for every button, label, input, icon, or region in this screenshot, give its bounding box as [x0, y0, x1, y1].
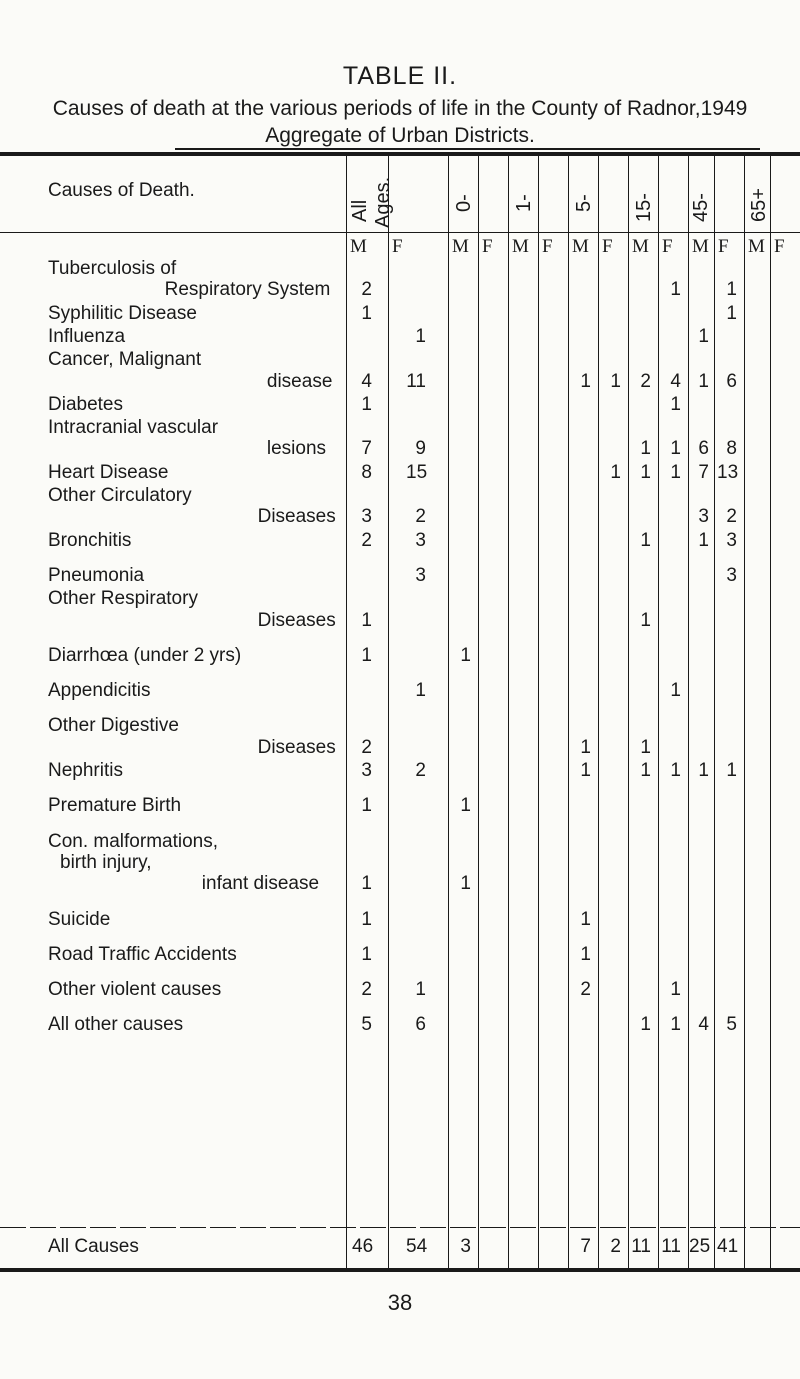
sex-label: M [572, 236, 589, 257]
cause-label: Other Circulatory [48, 485, 192, 506]
column-divider [628, 156, 629, 1268]
column-divider [688, 156, 689, 1268]
cell-value: 2 [415, 506, 426, 528]
sex-label: M [748, 236, 765, 257]
cause-label: Con. malformations, [48, 830, 219, 852]
cause-label: All other causes [48, 1014, 184, 1036]
sex-label: F [662, 236, 673, 257]
cell-value: 1 [361, 795, 372, 817]
cell-value: 3 [726, 529, 737, 551]
cell-value: 2 [580, 979, 591, 1001]
subtitle-underline [175, 148, 760, 150]
total-value: 46 [352, 1236, 374, 1257]
cell-value: 8 [726, 438, 737, 460]
cause-label: Diarrhœa (under 2 yrs) [48, 644, 242, 666]
page-number: 38 [387, 1290, 413, 1315]
cell-value: 5 [726, 1014, 737, 1036]
cell-value: 3 [415, 564, 426, 586]
age-column-header: 1- [513, 194, 535, 212]
age-column-header: 15- [633, 193, 655, 222]
cell-value: 1 [726, 760, 737, 781]
sex-label: F [718, 236, 729, 257]
sex-label: M [632, 236, 649, 257]
cause-label: Syphilitic Disease [48, 302, 197, 324]
cell-value: 2 [415, 760, 426, 781]
cell-value: 6 [726, 370, 737, 392]
sex-label: M [692, 236, 709, 257]
cause-label: disease [266, 370, 333, 392]
cell-value: 1 [361, 873, 372, 895]
cause-label: Tuberculosis of [48, 258, 177, 279]
cause-label: Pneumonia [48, 564, 145, 586]
cell-value: 1 [460, 644, 471, 666]
total-value: 7 [580, 1236, 591, 1257]
cell-value: 1 [580, 908, 591, 930]
cell-value: 1 [640, 736, 651, 758]
cause-label: Influenza [48, 325, 126, 347]
cause-label: Nephritis [48, 760, 123, 781]
cell-value: 1 [698, 370, 709, 392]
cause-label: Bronchitis [48, 529, 132, 551]
age-column-header: 5- [573, 194, 595, 212]
cause-label: Intracranial vascular [48, 417, 219, 439]
cell-value: 4 [670, 370, 681, 392]
cause-label: Diseases [257, 609, 336, 631]
sex-label: F [392, 236, 403, 257]
cause-label: Cancer, Malignant [48, 349, 202, 371]
age-column-header: 0- [453, 194, 475, 212]
cell-value: 1 [460, 795, 471, 817]
cell-value: 1 [610, 461, 621, 483]
cell-value: 1 [670, 680, 681, 702]
column-divider [346, 156, 347, 1268]
cell-value: 1 [415, 979, 426, 1001]
sex-label: F [602, 236, 613, 257]
total-value: 54 [406, 1236, 428, 1257]
cause-label: Other Respiratory [48, 588, 198, 610]
header-top-rule [0, 152, 800, 156]
table-subtitle: Causes of death at the various periods of life in the County of Radnor,1949 [52, 97, 748, 120]
total-value: 41 [717, 1236, 739, 1257]
header-bottom-rule [0, 232, 800, 233]
sex-label: F [542, 236, 553, 257]
total-label: All Causes [48, 1236, 139, 1257]
column-divider [508, 156, 509, 1268]
cause-label: Appendicitis [48, 680, 151, 702]
cell-value: 1 [361, 393, 372, 415]
total-value: 11 [661, 1236, 681, 1257]
cell-value: 1 [640, 529, 651, 551]
cell-value: 1 [670, 279, 681, 301]
total-separator [0, 1227, 800, 1228]
sex-label: M [512, 236, 529, 257]
cell-value: 1 [640, 760, 651, 781]
cell-value: 1 [640, 438, 651, 460]
cause-label: Diseases [257, 506, 336, 528]
cell-value: 1 [361, 302, 372, 324]
cell-value: 1 [670, 979, 681, 1001]
cell-value: 2 [640, 370, 651, 392]
cause-label: birth injury, [60, 851, 152, 873]
cell-value: 1 [670, 760, 681, 781]
cell-value: 1 [610, 370, 621, 392]
cell-value: 1 [670, 438, 681, 460]
cell-value: 1 [726, 279, 737, 301]
cell-value: 2 [726, 506, 737, 528]
cause-label: Diseases [257, 736, 336, 758]
cause-label: Diabetes [48, 393, 123, 415]
age-column-header: All [349, 199, 371, 222]
column-divider [770, 156, 771, 1268]
cell-value: 3 [415, 529, 426, 551]
age-column-header: 45- [690, 193, 712, 222]
cell-value: 1 [726, 302, 737, 324]
cell-value: 1 [460, 873, 471, 895]
cell-value: 1 [361, 609, 372, 631]
cell-value: 3 [361, 760, 372, 781]
causes-header-label: Causes of Death. [48, 180, 195, 201]
cell-value: 1 [580, 760, 591, 781]
cell-value: 6 [415, 1014, 426, 1036]
cell-value: 1 [698, 325, 709, 347]
sex-label: F [482, 236, 493, 257]
total-value: 25 [689, 1236, 711, 1257]
cell-value: 1 [698, 529, 709, 551]
cell-value: 7 [698, 461, 709, 483]
cause-label: lesions [266, 438, 327, 460]
cause-label: Heart Disease [48, 461, 169, 483]
sex-label: F [774, 236, 785, 257]
cause-label: infant disease [201, 873, 320, 895]
cell-value: 6 [698, 438, 709, 460]
cell-value: 2 [361, 736, 372, 758]
cell-value: 1 [640, 1014, 651, 1036]
column-divider [478, 156, 479, 1268]
cause-label: Suicide [48, 908, 111, 930]
sex-label: M [452, 236, 469, 257]
cause-label: Other Digestive [48, 715, 179, 737]
cell-value: 1 [361, 644, 372, 666]
cell-value: 3 [698, 506, 709, 528]
cell-value: 13 [717, 461, 739, 483]
cell-value: 1 [698, 760, 709, 781]
cell-value: 1 [415, 680, 426, 702]
column-divider [538, 156, 539, 1268]
aggregate-heading: Aggregate of Urban Districts. [265, 124, 535, 147]
column-divider [388, 156, 389, 1268]
column-divider [744, 156, 745, 1268]
cell-value: 11 [406, 370, 426, 392]
column-divider [568, 156, 569, 1268]
cell-value: 1 [580, 736, 591, 758]
cause-label: Road Traffic Accidents [48, 943, 237, 965]
cell-value: 15 [406, 461, 428, 483]
total-value: 2 [610, 1236, 621, 1257]
column-divider [598, 156, 599, 1268]
cell-value: 2 [361, 529, 372, 551]
sex-label: M [350, 236, 367, 257]
column-divider [658, 156, 659, 1268]
cell-value: 1 [415, 325, 426, 347]
total-value: 3 [460, 1236, 471, 1257]
cell-value: 3 [726, 564, 737, 586]
cell-value: 5 [361, 1014, 372, 1036]
age-column-header: 65+ [748, 188, 770, 222]
column-divider [714, 156, 715, 1268]
cell-value: 4 [698, 1014, 709, 1036]
cell-value: 2 [361, 279, 372, 301]
cell-value: 8 [361, 461, 372, 483]
table-title: TABLE II. [342, 62, 458, 90]
cell-value: 1 [640, 609, 651, 631]
cause-label: Other violent causes [48, 979, 222, 1001]
cause-label: Premature Birth [48, 795, 182, 817]
column-divider [448, 156, 449, 1268]
bottom-rule [0, 1268, 800, 1272]
cell-value: 9 [415, 438, 426, 460]
total-value: 11 [631, 1236, 651, 1257]
cell-value: 1 [361, 908, 372, 930]
cell-value: 1 [670, 1014, 681, 1036]
cell-value: 4 [361, 370, 372, 392]
cell-value: 1 [580, 943, 591, 965]
cell-value: 7 [361, 438, 372, 460]
cell-value: 2 [361, 979, 372, 1001]
cell-value: 1 [670, 461, 681, 483]
cell-value: 1 [670, 393, 681, 415]
cell-value: 1 [640, 461, 651, 483]
age-column-header: Ages. [372, 176, 394, 228]
cell-value: 1 [361, 943, 372, 965]
cause-label: Respiratory System [164, 279, 331, 301]
cell-value: 3 [361, 506, 372, 528]
cell-value: 1 [580, 370, 591, 392]
